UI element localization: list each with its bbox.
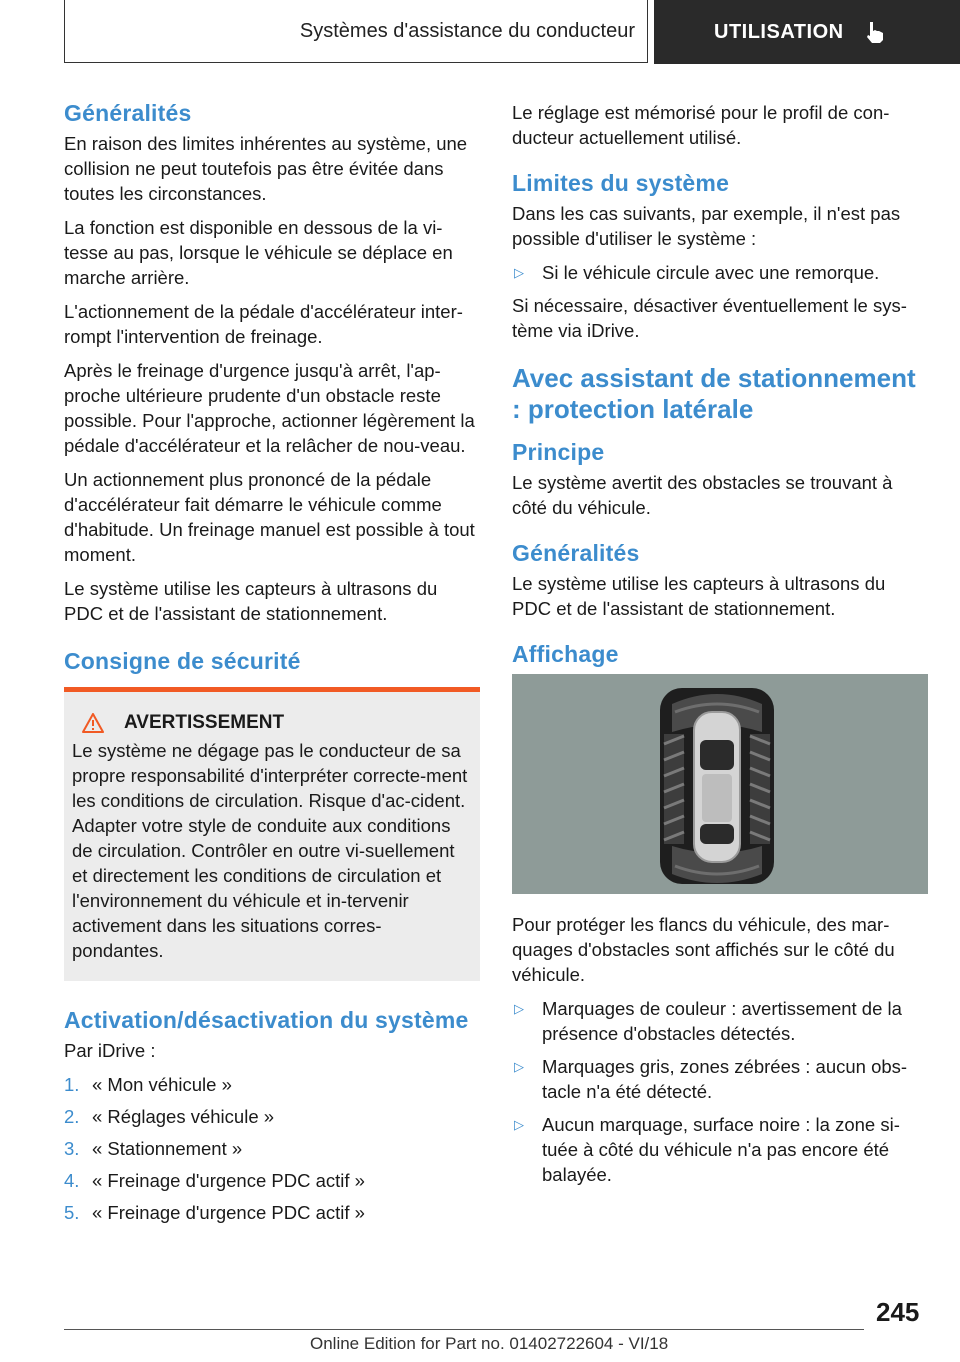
warning-box <box>64 687 480 981</box>
pointing-hand-icon <box>864 20 886 44</box>
chapter-label: UTILISATION <box>714 20 844 43</box>
warning-label: AVERTISSEMENT <box>124 712 285 733</box>
limits-intro: Dans les cas suivants, par exemple, il n'est pas possible d'utiliser le système : <box>512 203 901 249</box>
display-text: Pour protéger les flancs du véhicule, des mar-quages d'obstacles sont affichés sur le côté du véhicule. <box>512 914 895 985</box>
triangle-bullet-icon: ▷ <box>514 265 524 280</box>
step-number: 4. <box>64 1170 80 1191</box>
step-text: « Stationnement » <box>92 1138 243 1159</box>
list-item <box>512 1112 928 1187</box>
principle-heading: Principe <box>512 439 605 465</box>
step-number: 2. <box>64 1106 80 1127</box>
limits-heading: Limites du système <box>512 170 730 196</box>
side-protection-image <box>512 674 928 894</box>
list-item <box>512 260 928 285</box>
warning-text: Le système ne dégage pas le conducteur de sa propre responsabilité d'interpréter correcte-ment les conditions de circulation. Risque d'ac-cident. Adapter votre style de conduite aux conditions de circulation. Contrôler en outre vi-suellement et directement les conditions de circulation et l'environnement du véhicule et in-tervenir activement dans les situations corres-pondantes. <box>72 740 468 961</box>
warning-triangle-icon <box>82 713 104 733</box>
display-list <box>512 996 928 1187</box>
display-heading: Affichage <box>512 641 619 667</box>
step-number: 3. <box>64 1138 80 1159</box>
bullet-text: Si le véhicule circule avec une remorque. <box>542 262 880 283</box>
step-text: « Freinage d'urgence PDC actif » <box>92 1170 365 1191</box>
list-item <box>64 1168 480 1193</box>
paragraph: Un actionnement plus prononcé de la pédale d'accélérateur fait démarre le véhicule comme d'habitude. Un freinage manuel est possible à tout moment. <box>64 469 475 565</box>
bullet-text: Marquages de couleur : avertissement de la présence d'obstacles détectés. <box>542 998 902 1044</box>
left-column <box>64 100 480 1232</box>
principle-text: Le système avertit des obstacles se trouvant à côté du véhicule. <box>512 472 893 518</box>
warning-header <box>72 712 472 734</box>
triangle-bullet-icon: ▷ <box>514 1001 524 1016</box>
list-item <box>64 1104 480 1129</box>
activation-intro: Par iDrive : <box>64 1040 156 1061</box>
footer-edition: Online Edition for Part no. 01402722604 - VI/18 <box>310 1334 669 1353</box>
bullet-text: Aucun marquage, surface noire : la zone si-tuée à côté du véhicule n'a pas encore été balayée. <box>542 1114 900 1185</box>
limits-list <box>512 260 928 285</box>
limits-after: Si nécessaire, désactiver éventuellement le sys-tème via iDrive. <box>512 295 907 341</box>
section-heading: Avec assistant de stationnement : protection latérale <box>512 363 916 424</box>
page-number: 245 <box>876 1297 920 1327</box>
bullet-text: Marquages gris, zones zébrées : aucun obs-tacle n'a été détecté. <box>542 1056 908 1102</box>
paragraph: Après le freinage d'urgence jusqu'à arrêt, l'ap-proche ultérieure prudente d'un obstacle reste possible. Pour l'approche, actionner légèrement la pédale d'accélérateur et la relâcher de nou-veau. <box>64 360 475 456</box>
chapter-tab <box>654 0 960 64</box>
general2-text: Le système utilise les capteurs à ultrasons du PDC et de l'assistant de stationnement. <box>512 573 886 619</box>
paragraph: En raison des limites inhérentes au système, une collision ne peut toutefois pas être évitée dans toutes les circonstances. <box>64 133 468 204</box>
paragraph: La fonction est disponible en dessous de la vi-tesse au pas, lorsque le véhicule se déplace en marche arrière. <box>64 217 453 288</box>
paragraph: L'actionnement de la pédale d'accélérateur inter-rompt l'intervention de freinage. <box>64 301 463 347</box>
step-text: « Réglages véhicule » <box>92 1106 275 1127</box>
list-item <box>64 1072 480 1097</box>
memo-text: Le réglage est mémorisé pour le profil de con-ducteur actuellement utilisé. <box>512 102 890 148</box>
safety-heading: Consigne de sécurité <box>64 648 301 674</box>
car-sensor-diagram <box>512 674 928 894</box>
right-column <box>512 100 928 1195</box>
page-header <box>64 0 960 64</box>
general2-heading: Généralités <box>512 540 640 566</box>
general-heading: Généralités <box>64 100 192 126</box>
step-number: 1. <box>64 1074 80 1095</box>
step-number: 5. <box>64 1202 80 1223</box>
footer-divider <box>64 1329 864 1330</box>
triangle-bullet-icon: ▷ <box>514 1059 524 1074</box>
step-text: « Freinage d'urgence PDC actif » <box>92 1202 365 1223</box>
paragraph: Le système utilise les capteurs à ultrasons du PDC et de l'assistant de stationnement. <box>64 578 438 624</box>
list-item <box>512 996 928 1046</box>
list-item <box>512 1054 928 1104</box>
list-item <box>64 1200 480 1225</box>
step-text: « Mon véhicule » <box>92 1074 232 1095</box>
activation-heading: Activation/désactivation du système <box>64 1007 469 1033</box>
triangle-bullet-icon: ▷ <box>514 1117 524 1132</box>
list-item <box>64 1136 480 1161</box>
section-title: Systèmes d'assistance du conducteur <box>64 0 648 63</box>
steps-list <box>64 1072 480 1225</box>
